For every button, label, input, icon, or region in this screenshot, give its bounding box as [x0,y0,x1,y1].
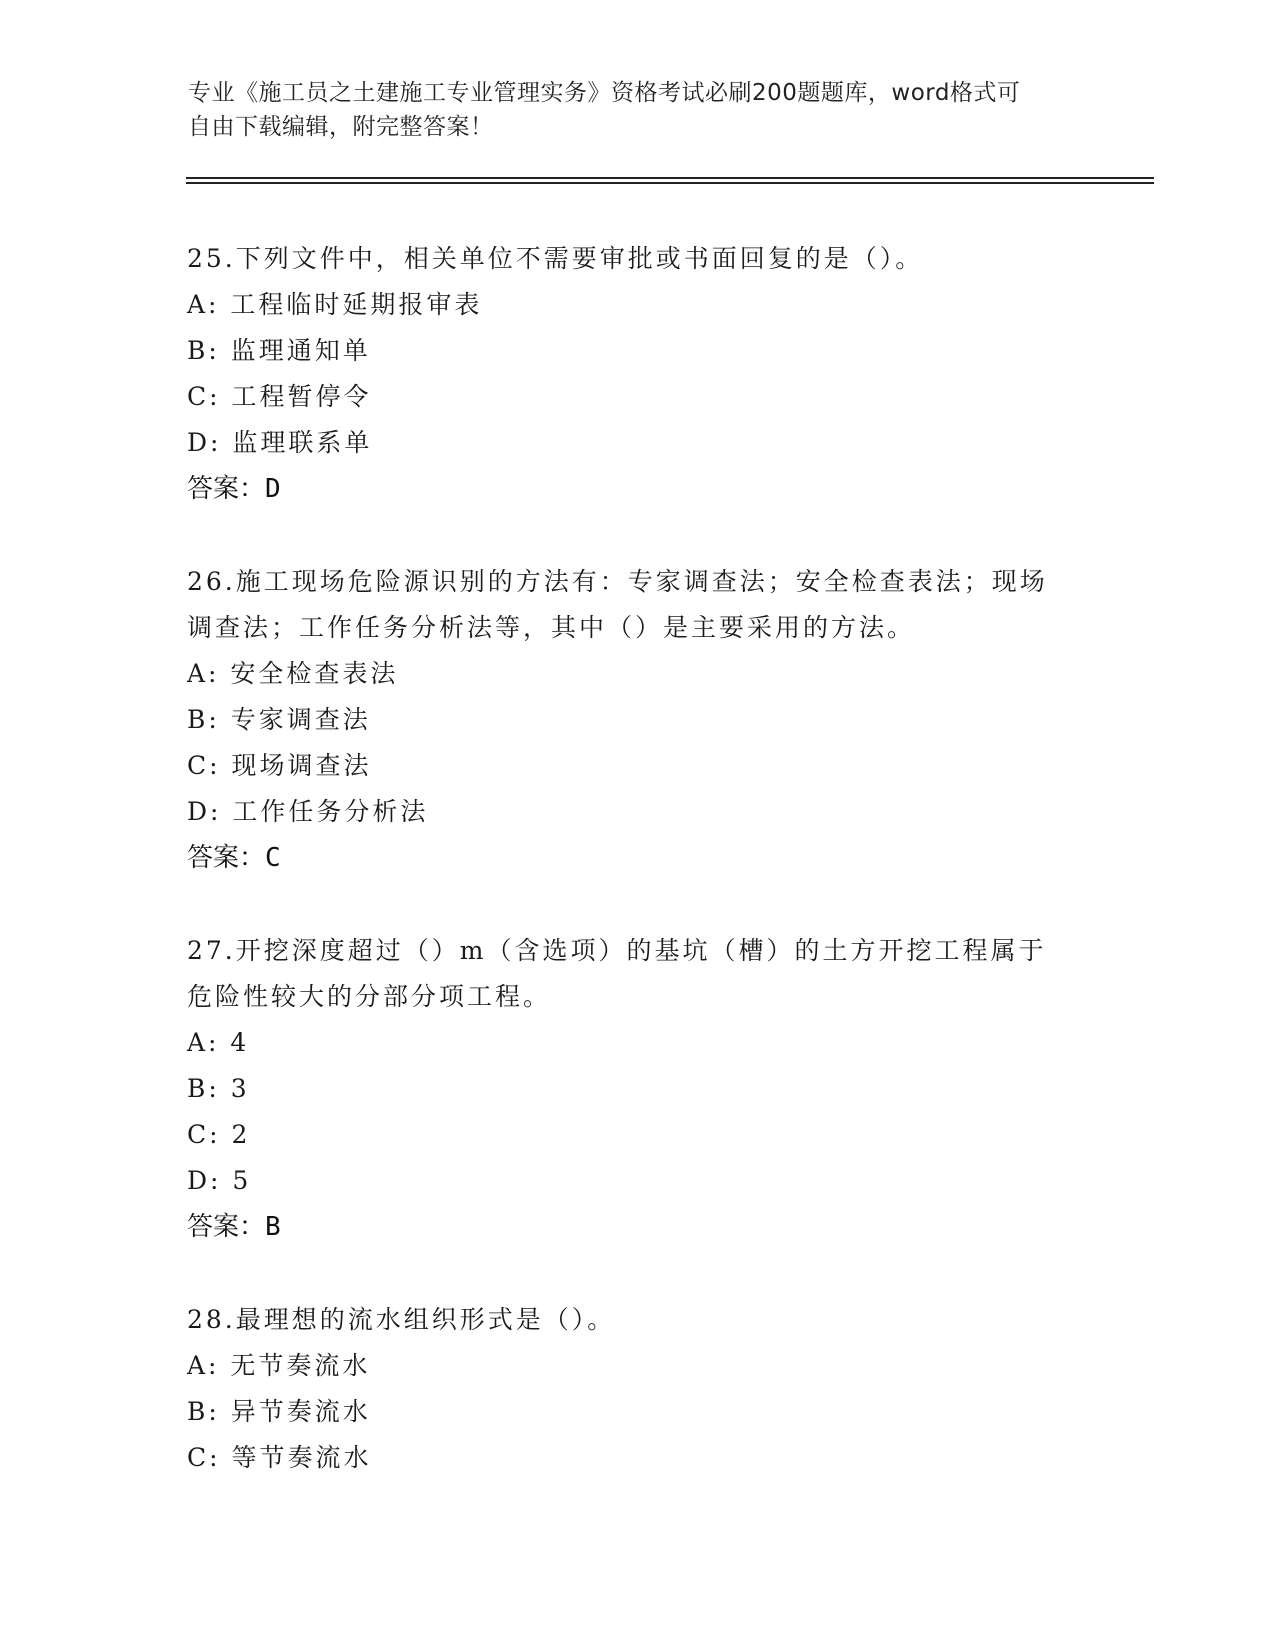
answer-label: 答案： [187,1212,266,1242]
answer-value: B [265,1212,281,1242]
option-b: B: 3 [187,1074,250,1103]
question-stem: 25.下列文件中，相关单位不需要审批或书面回复的是（）。 [187,244,924,273]
header-line-1: 专业《施工员之土建施工专业管理实务》资格考试必刷200题题库，word格式可 [188,80,1021,106]
option-b: B: 异节奏流水 [187,1397,371,1426]
answer-line [187,466,1087,512]
header-divider-thin [186,182,1154,184]
option-d: D: 监理联系单 [187,428,373,457]
document-header [188,76,1068,144]
option-c: C: 现场调查法 [187,751,372,780]
option-a: A: 无节奏流水 [187,1351,371,1380]
question-28 [187,1297,1087,1481]
question-27 [187,928,1087,1250]
question-stem: 28.最理想的流水组织形式是（）。 [187,1305,616,1334]
question-stem: 27.开挖深度超过（）m（含选项）的基坑（槽）的土方开挖工程属于 [187,936,1047,965]
option-a: A: 安全检查表法 [187,659,399,688]
answer-label: 答案： [187,474,266,504]
option-a: A: 4 [187,1028,250,1057]
question-25 [187,236,1087,512]
option-c: C: 工程暂停令 [187,382,372,411]
answer-value: D [265,474,281,504]
option-a: A: 工程临时延期报审表 [187,290,483,319]
header-line-2: 自由下载编辑，附完整答案！ [188,114,494,140]
option-c: C: 等节奏流水 [187,1443,372,1472]
option-c: C: 2 [187,1120,251,1149]
question-stem-continued: 危险性较大的分部分项工程。 [187,982,552,1011]
option-b: B: 专家调查法 [187,705,371,734]
answer-line [187,1204,1087,1250]
question-list [187,236,1087,1528]
answer-value: C [265,843,281,873]
question-26 [187,559,1087,881]
option-d: D: 工作任务分析法 [187,797,429,826]
option-b: B: 监理通知单 [187,336,371,365]
answer-label: 答案： [187,843,266,873]
header-divider-thick [186,177,1154,179]
answer-line [187,835,1087,881]
question-stem: 26.施工现场危险源识别的方法有：专家调查法；安全检查表法；现场 [187,567,1048,596]
question-stem-continued: 调查法；工作任务分析法等，其中（）是主要采用的方法。 [187,613,916,642]
option-d: D: 5 [187,1166,252,1195]
